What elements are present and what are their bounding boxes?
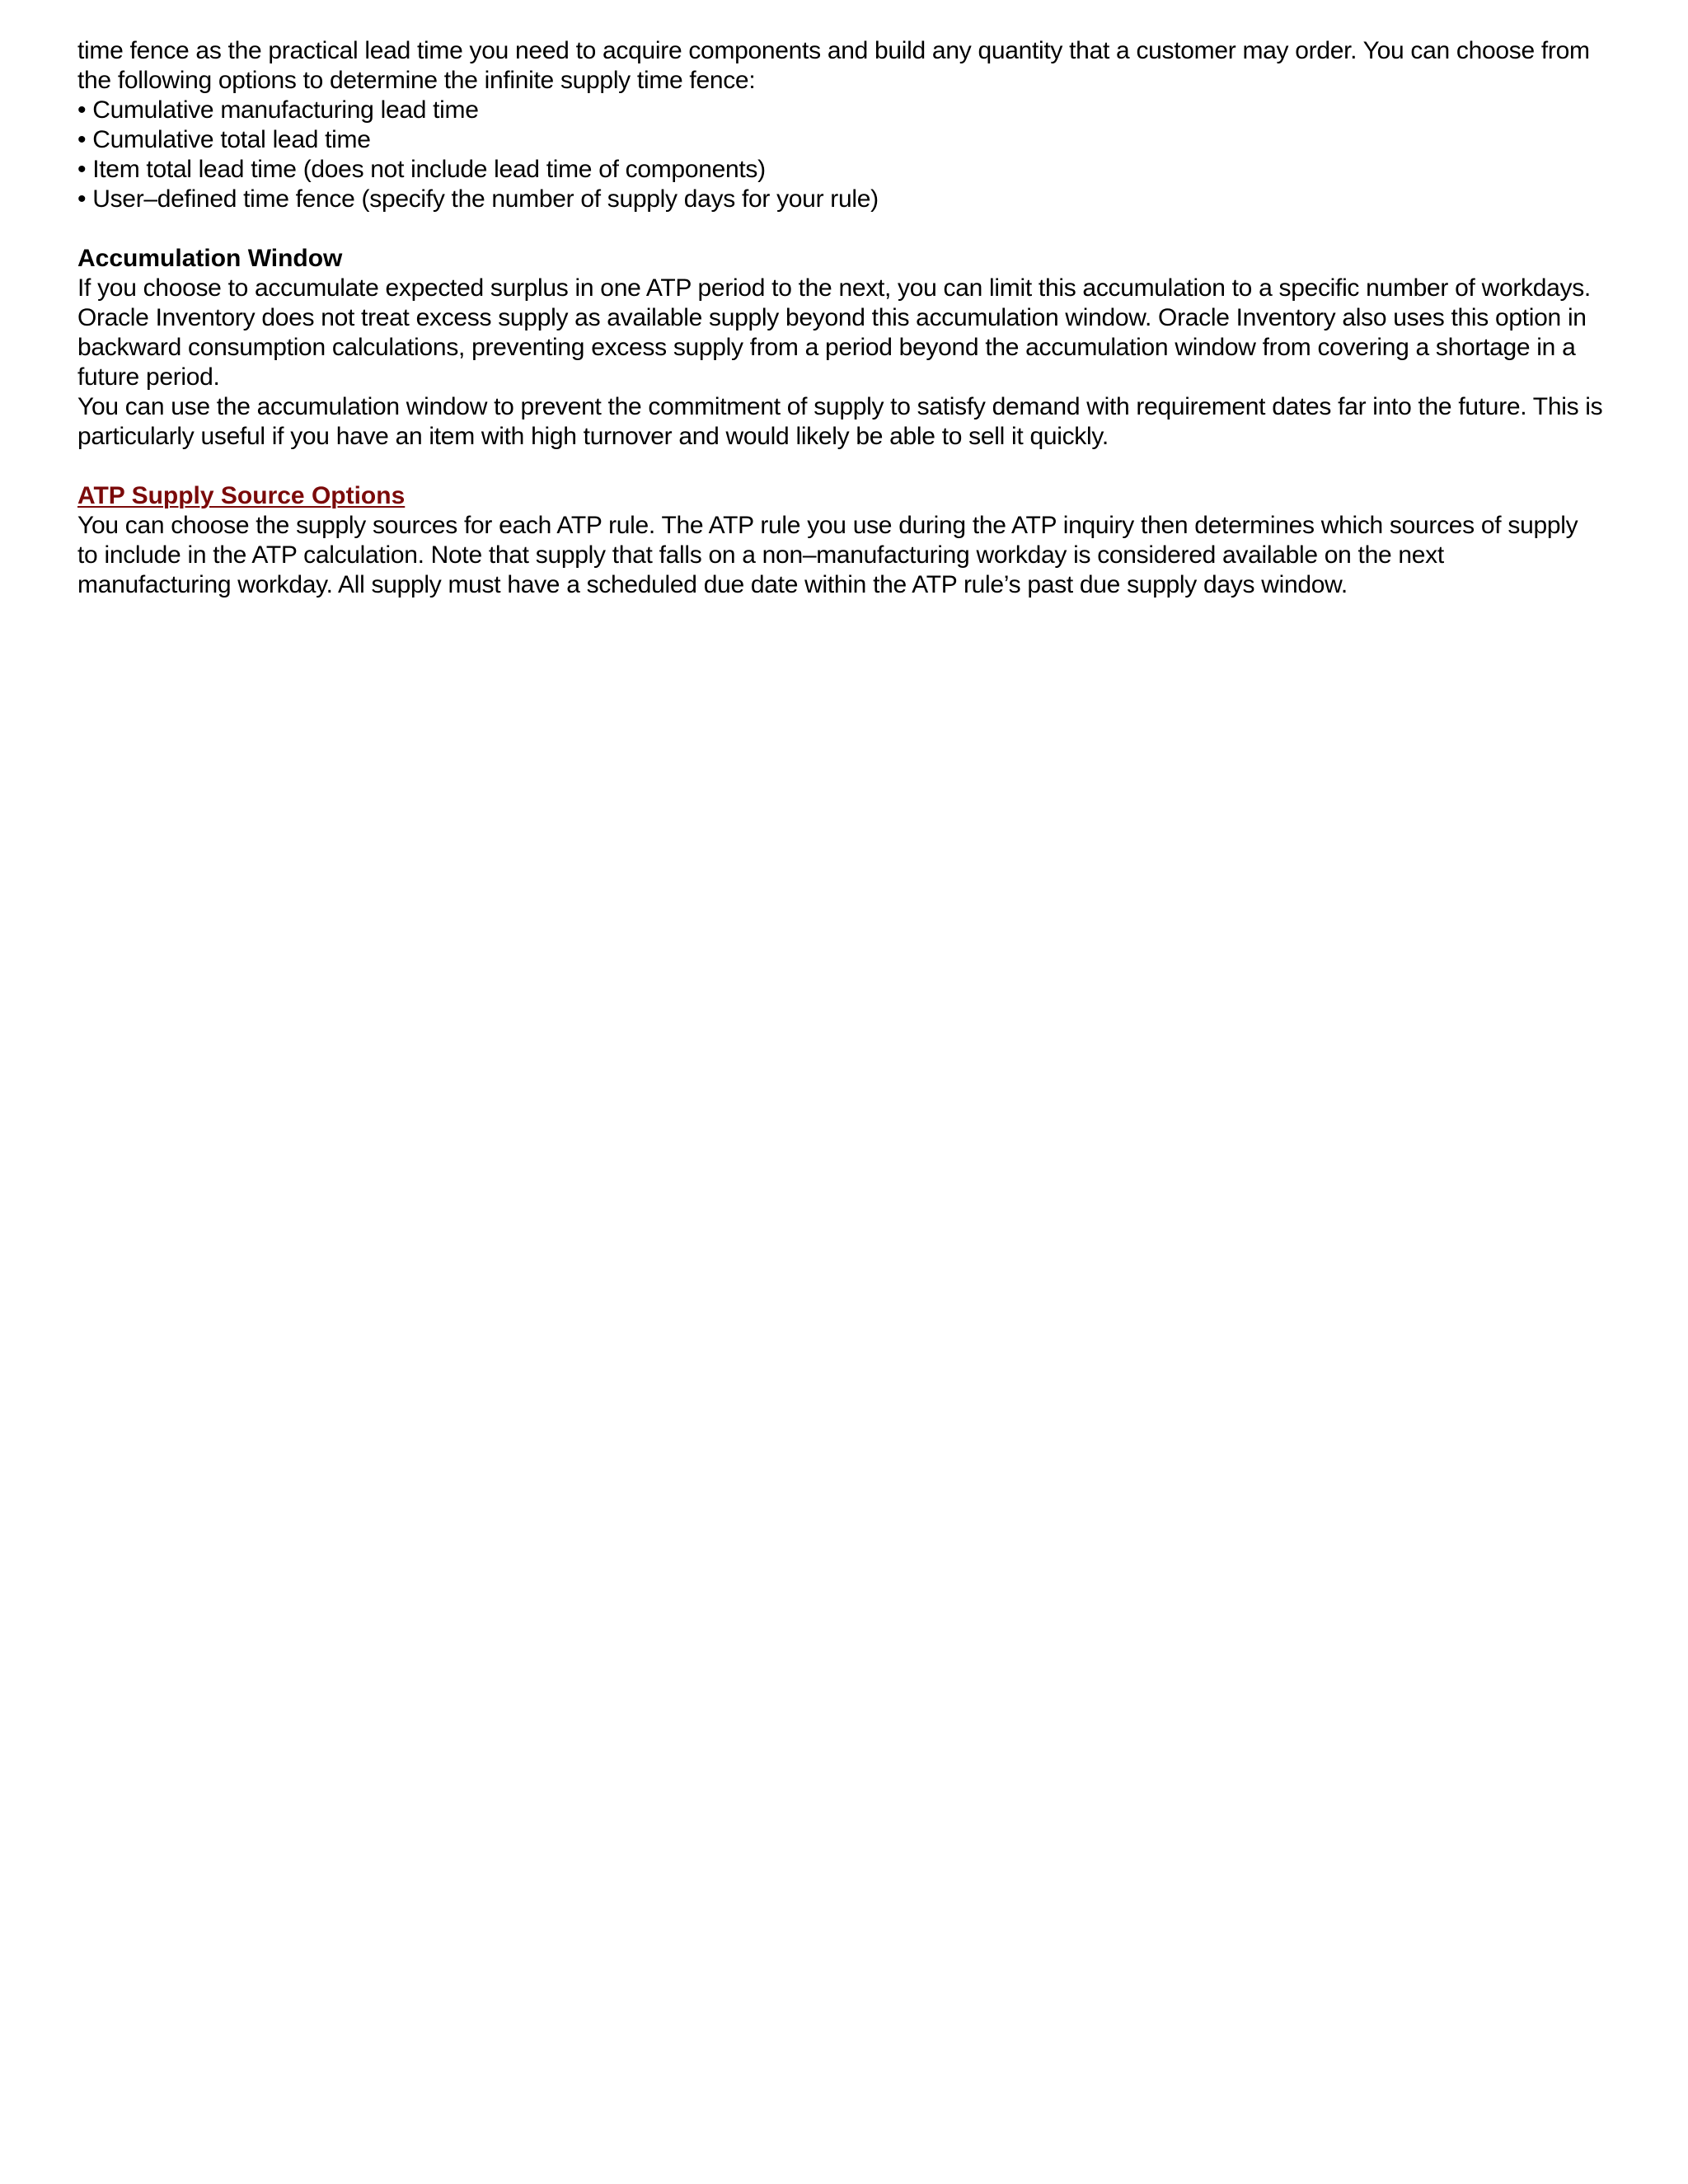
paragraph-line: You can choose the supply sources for each ATP rule. The ATP rule you use during the ATP inquiry then determines which sources of supply [77,512,1578,539]
supply-time-fence-options-list [77,96,1627,214]
paragraph-line: If you choose to accumulate expected surplus in one ATP period to the next, you can limit this accumulation to a specific number of workdays. [77,274,1591,302]
paragraph-line: Oracle Inventory does not treat excess supply as available supply beyond this accumulation window. Oracle Inventory also uses this option in [77,304,1587,331]
paragraph-line: particularly useful if you have an item with high turnover and would likely be able to sell it quickly. [77,423,1109,450]
spacer [77,214,1627,244]
spacer [77,452,1627,481]
intro-paragraph [77,36,1627,96]
section-heading-link[interactable]: ATP Supply Source Options [77,482,406,509]
paragraph-line: to include in the ATP calculation. Note that supply that falls on a non–manufacturing workday is considered available on the next [77,541,1444,569]
document-page [77,36,1627,600]
list-item: • Item total lead time (does not include lead time of components) [77,156,766,183]
list-item: • User–defined time fence (specify the number of supply days for your rule) [77,185,879,213]
section-heading: Accumulation Window [77,245,343,272]
intro-line: the following options to determine the infinite supply time fence: [77,67,756,94]
paragraph-line: future period. [77,363,220,391]
accumulation-window-section [77,244,1627,452]
intro-line: time fence as the practical lead time you need to acquire components and build any quantity that a customer may order. You can choose from [77,37,1590,64]
atp-supply-source-section [77,481,1627,600]
list-item: • Cumulative total lead time [77,126,371,153]
paragraph-line: You can use the accumulation window to prevent the commitment of supply to satisfy demand with requirement dates far into the future. This is [77,393,1603,420]
list-item: • Cumulative manufacturing lead time [77,96,479,124]
paragraph-line: backward consumption calculations, preventing excess supply from a period beyond the accumulation window from covering a shortage in a [77,334,1576,361]
paragraph-line: manufacturing workday. All supply must have a scheduled due date within the ATP rule’s past due supply days window. [77,571,1348,598]
